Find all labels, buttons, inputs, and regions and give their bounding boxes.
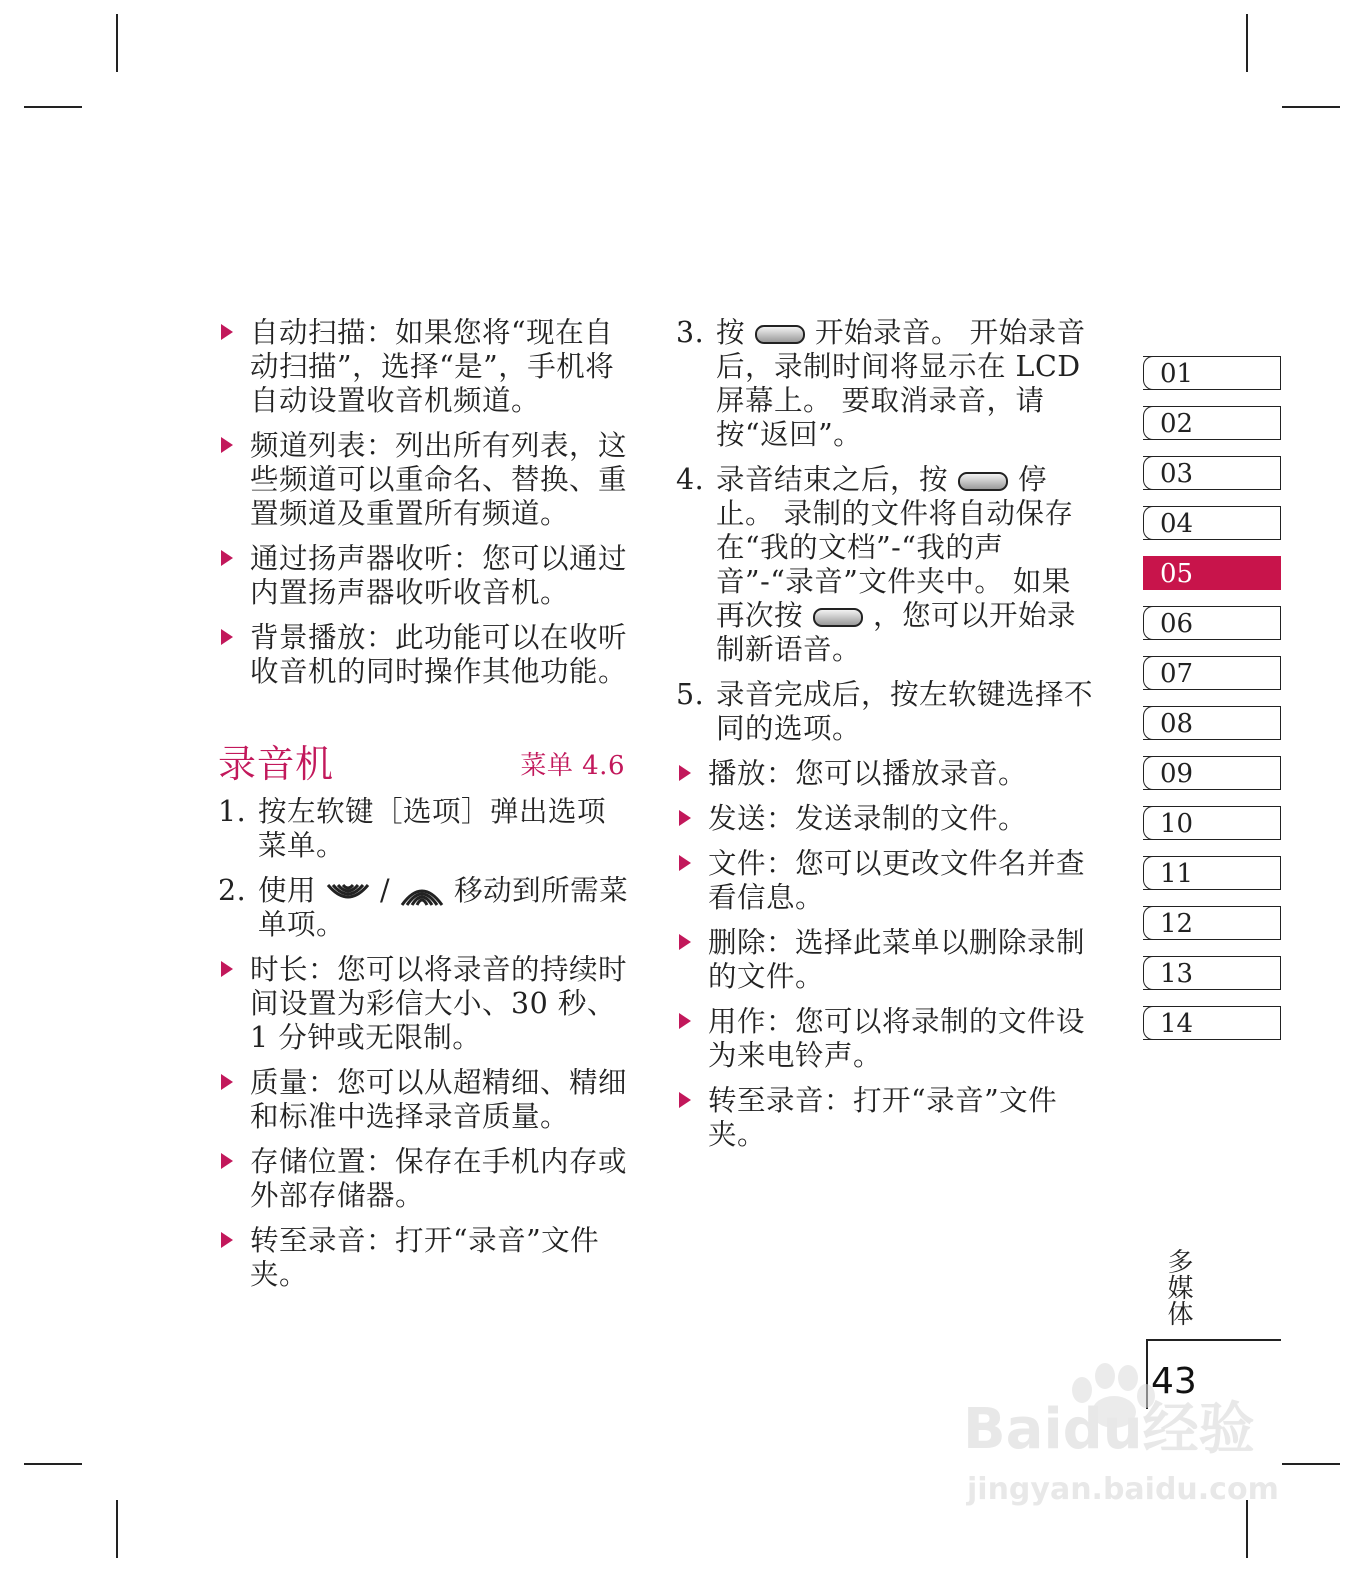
bullet-term: 发送 bbox=[708, 802, 767, 835]
step-item bbox=[676, 678, 1094, 746]
crop-mark-bottom-left bbox=[116, 1500, 118, 1558]
bullet-text: ：您可以从超精细、精细和标准中选择录音质量。 bbox=[250, 1066, 628, 1133]
list-item bbox=[676, 1084, 1094, 1152]
crop-mark-top-left-h bbox=[24, 106, 82, 108]
crop-mark-bottom-right-h bbox=[1282, 1463, 1340, 1465]
crop-mark-top-right-h bbox=[1282, 106, 1340, 108]
step-number: 3. bbox=[676, 316, 705, 349]
chapter-label: 多媒体 bbox=[1163, 1248, 1193, 1326]
bullet-arrow-icon bbox=[679, 1092, 691, 1108]
soft-key-icon bbox=[958, 472, 1008, 491]
chapter-tab-12[interactable]: 12 bbox=[1143, 906, 1281, 940]
bullet-text: ：您可以更改文件名并查看信息。 bbox=[708, 847, 1086, 914]
chapter-tab-10[interactable]: 10 bbox=[1143, 806, 1281, 840]
right-column bbox=[676, 316, 1094, 1163]
list-item bbox=[218, 316, 633, 418]
watermark-logo: Baidu经验 bbox=[963, 1397, 1255, 1462]
step-item bbox=[218, 795, 633, 863]
bullet-term: 删除 bbox=[708, 926, 767, 959]
soft-key-icon bbox=[813, 608, 863, 627]
step-item bbox=[676, 316, 1094, 452]
step-separator: / bbox=[380, 874, 391, 907]
bullet-term: 自动扫描 bbox=[250, 316, 367, 349]
step-text: 开始录音。 开始录音后，录制时间将显示在 LCD 屏幕上。 要取消录音，请按“返回”。 bbox=[716, 316, 1086, 451]
chapter-tab-07[interactable]: 07 bbox=[1143, 656, 1281, 690]
chapter-tab-01[interactable]: 01 bbox=[1143, 356, 1281, 390]
list-item bbox=[218, 953, 633, 1055]
list-item bbox=[218, 1224, 633, 1292]
step-number: 4. bbox=[676, 463, 705, 496]
step-number: 1. bbox=[218, 795, 247, 828]
bullet-arrow-icon bbox=[221, 1232, 233, 1248]
bullet-text: ：您可以播放录音。 bbox=[766, 757, 1028, 790]
bullet-arrow-icon bbox=[679, 765, 691, 781]
bullet-text: ：如果您将“现在自动扫描”，选择“是”，手机将自动设置收音机频道。 bbox=[250, 316, 615, 417]
crop-mark-top-left bbox=[116, 14, 118, 72]
left-column bbox=[218, 316, 633, 1303]
bullet-text: ：打开“录音”文件夹。 bbox=[250, 1224, 600, 1291]
section-title: 录音机 bbox=[218, 742, 334, 786]
chapter-tab-03[interactable]: 03 bbox=[1143, 456, 1281, 490]
soft-key-icon bbox=[755, 325, 805, 344]
bullet-arrow-icon bbox=[221, 437, 233, 453]
nav-up-key-icon bbox=[398, 879, 446, 907]
bullet-term: 质量 bbox=[250, 1066, 309, 1099]
bullet-arrow-icon bbox=[221, 961, 233, 977]
list-item bbox=[676, 802, 1094, 836]
bullet-arrow-icon bbox=[221, 550, 233, 566]
bullet-arrow-icon bbox=[679, 810, 691, 826]
chapter-tab-06[interactable]: 06 bbox=[1143, 606, 1281, 640]
bullet-text: ：保存在手机内存或外部存储器。 bbox=[250, 1145, 628, 1212]
watermark-url: jingyan.baidu.com bbox=[967, 1472, 1279, 1507]
bullet-text: ：列出所有列表，这些频道可以重命名、替换、重置频道及重置所有频道。 bbox=[250, 429, 628, 530]
step-text: 按 bbox=[716, 316, 746, 349]
bullet-term: 用作 bbox=[708, 1005, 767, 1038]
nav-down-key-icon bbox=[324, 879, 372, 907]
step-item bbox=[676, 463, 1094, 667]
list-item bbox=[676, 847, 1094, 915]
bullet-arrow-icon bbox=[221, 629, 233, 645]
step-text: ，您可以开始录制新语音。 bbox=[716, 599, 1077, 666]
bullet-arrow-icon bbox=[679, 1013, 691, 1029]
bullet-term: 转至录音 bbox=[250, 1224, 367, 1257]
bullet-term: 背景播放 bbox=[250, 621, 367, 654]
watermark bbox=[955, 1360, 1285, 1520]
bullet-arrow-icon bbox=[679, 855, 691, 871]
bullet-text: ：您可以通过内置扬声器收听收音机。 bbox=[250, 542, 628, 609]
footer-rule bbox=[1146, 1339, 1281, 1341]
list-item bbox=[218, 429, 633, 531]
bullet-term: 通过扬声器收听 bbox=[250, 542, 454, 575]
chapter-tab-09[interactable]: 09 bbox=[1143, 756, 1281, 790]
step-item bbox=[218, 874, 633, 942]
chapter-tab-04[interactable]: 04 bbox=[1143, 506, 1281, 540]
step-text: 停止。 录制的文件将自动保存在“我的文档”-“我的声音”-“录音”文件夹中。 如果再次按 bbox=[716, 463, 1074, 632]
crop-mark-top-right bbox=[1246, 14, 1248, 72]
chapter-tab-05-active[interactable]: 05 bbox=[1143, 556, 1281, 590]
list-item bbox=[676, 757, 1094, 791]
chapter-tab-14[interactable]: 14 bbox=[1143, 1006, 1281, 1040]
bullet-text: ：打开“录音”文件夹。 bbox=[708, 1084, 1058, 1151]
list-item bbox=[218, 621, 633, 689]
bullet-arrow-icon bbox=[679, 934, 691, 950]
bullet-term: 转至录音 bbox=[708, 1084, 825, 1117]
page-number: 43 bbox=[1151, 1361, 1197, 1402]
menu-reference: 菜单 4.6 bbox=[520, 751, 625, 781]
bullet-term: 频道列表 bbox=[250, 429, 367, 462]
chapter-tab-08[interactable]: 08 bbox=[1143, 706, 1281, 740]
step-text: 使用 bbox=[258, 874, 317, 907]
step-text: 移动到所需菜单项。 bbox=[258, 874, 629, 941]
step-text: 按左软键［选项］弹出选项菜单。 bbox=[258, 795, 607, 862]
bullet-arrow-icon bbox=[221, 1074, 233, 1090]
section-header bbox=[218, 741, 633, 791]
step-text: 录音完成后，按左软键选择不同的选项。 bbox=[716, 678, 1094, 745]
chapter-tab-11[interactable]: 11 bbox=[1143, 856, 1281, 890]
chapter-tab-13[interactable]: 13 bbox=[1143, 956, 1281, 990]
chapter-tab-02[interactable]: 02 bbox=[1143, 406, 1281, 440]
step-number: 2. bbox=[218, 874, 247, 907]
bullet-term: 时长 bbox=[250, 953, 309, 986]
step-number: 5. bbox=[676, 678, 705, 711]
list-item bbox=[218, 1066, 633, 1134]
bullet-text: ：发送录制的文件。 bbox=[766, 802, 1028, 835]
bullet-text: ：此功能可以在收听收音机的同时操作其他功能。 bbox=[250, 621, 628, 688]
bullet-term: 存储位置 bbox=[250, 1145, 367, 1178]
step-text: 录音结束之后，按 bbox=[716, 463, 949, 496]
list-item bbox=[218, 542, 633, 610]
bullet-text: ：您可以将录制的文件设为来电铃声。 bbox=[708, 1005, 1086, 1072]
bullet-text: ：选择此菜单以删除录制的文件。 bbox=[708, 926, 1086, 993]
bullet-arrow-icon bbox=[221, 1153, 233, 1169]
bullet-text: ：您可以将录音的持续时间设置为彩信大小、30 秒、 1 分钟或无限制。 bbox=[250, 953, 628, 1054]
list-item bbox=[676, 1005, 1094, 1073]
bullet-term: 文件 bbox=[708, 847, 767, 880]
bullet-term: 播放 bbox=[708, 757, 767, 790]
list-item bbox=[676, 926, 1094, 994]
bullet-arrow-icon bbox=[221, 324, 233, 340]
list-item bbox=[218, 1145, 633, 1213]
crop-mark-bottom-left-h bbox=[24, 1463, 82, 1465]
